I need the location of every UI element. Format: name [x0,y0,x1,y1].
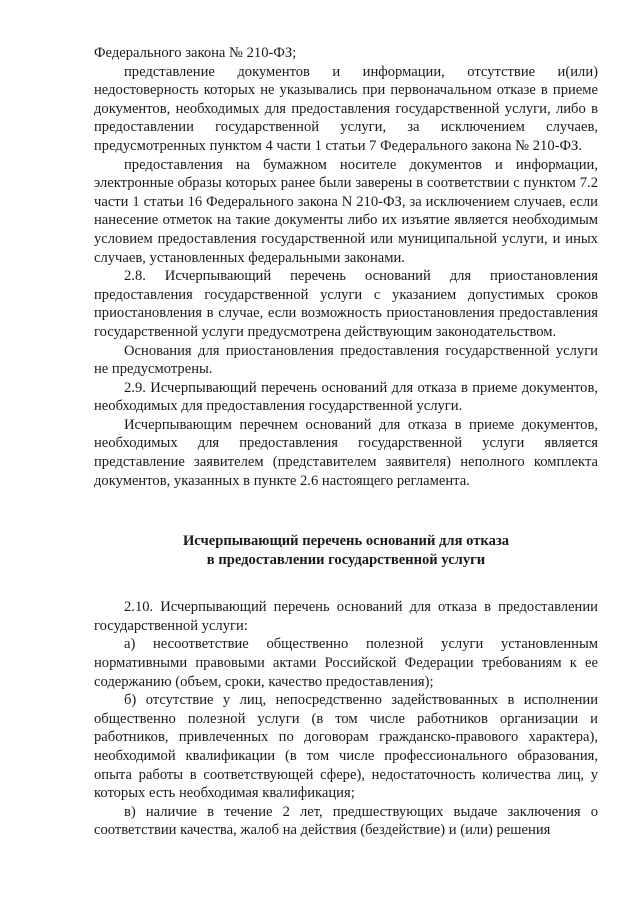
paragraph: Исчерпывающим перечнем оснований для отказа в приеме документов, необходимых для предоставления государственной услуги является представление заявителем (представителем заявителя) неполного комплекта документов, указанных в пункте 2.6 настоящего регламента. [94,416,598,489]
section-heading-line: Исчерпывающий перечень оснований для отказа [182,533,510,550]
paragraph: представление документов и информации, отсутствие и(или) недостоверность которых не указывались при первоначальном отказе в приеме документов, необходимых для предоставления государственной услуги, либо в предоставлении государственной услуги, за исключением случаев, предусмотренных пунктом 4 части 1 статьи 7 Федерального закона № 210-ФЗ. [94,63,598,154]
paragraph: Основания для приостановления предоставления государственной услуги не предусмотрены. [94,342,598,378]
paragraph: б) отсутствие у лиц, непосредственно задействованных в исполнении общественно полезной услуги (в том числе работников организации и работников, привлеченных по договорам гражданско-правового характера), необходимой квалификации (в том числе профессионального образования, опыта работы в соответствующей сфере), недостаточность количества лиц, у которых есть необходимая квалификация; [94,692,598,802]
paragraph: в) наличие в течение 2 лет, предшествующих выдаче заключения о соответствии качества, жалоб на действия (бездействие) и (или) решения [94,803,598,839]
paragraph: 2.8. Исчерпывающий перечень оснований для приостановления предоставления государственной услуги с указанием допустимых сроков приостановления в случае, если возможность приостановления предоставления государственной услуги предусмотрена действующим законодательством. [94,268,598,340]
section-heading-line: в предоставлении государственной услуги [206,552,486,569]
paragraph: предоставления на бумажном носителе документов и информации, электронные образы которых ранее были заверены в соответствии с пунктом 7.2 части 1 статьи 16 Федерального закона N 210-ФЗ, за исключением случаев, если нанесение отметок на такие документы либо их изъятие является необходимым условием предоставления государственной или муниципальной услуги, и иных случаев, установленных федеральными законами. [94,156,598,266]
paragraph: 2.10. Исчерпывающий перечень оснований для отказа в предоставлении государственной услуги: [94,599,598,634]
spacer [94,490,598,532]
spacer [94,570,598,598]
paragraph: а) несоответствие общественно полезной услуги установленным нормативными правовыми актами Российской Федерации требованиям к ее содержанию (объем, сроки, качество предоставления); [94,636,598,690]
section-heading [94,532,598,570]
paragraph: 2.9. Исчерпывающий перечень оснований для отказа в приеме документов, необходимых для предоставления государственной услуги. [94,379,598,415]
paragraph: Федерального закона № 210-ФЗ; [94,45,297,61]
